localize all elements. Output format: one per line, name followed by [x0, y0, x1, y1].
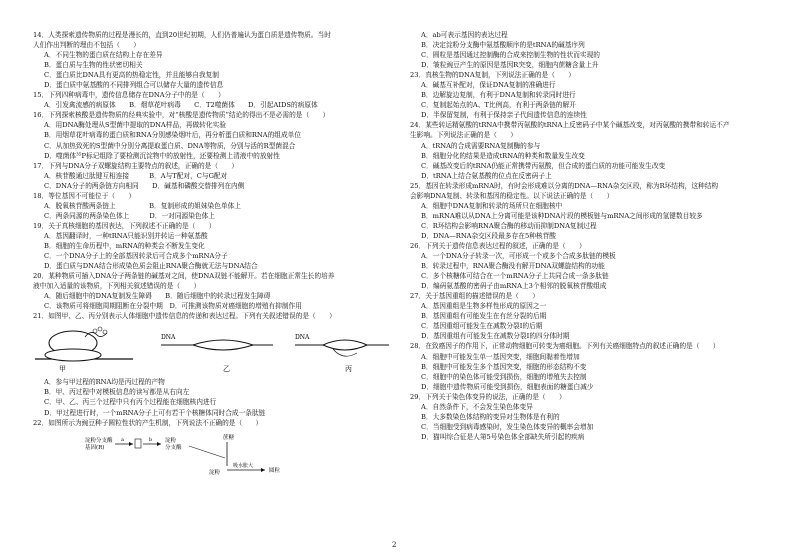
- q16-option-d: D．噬菌体³⁵P标记组除了要检测沉淀物中的放射性，还要检测上清液中的放射性: [44, 151, 280, 160]
- q28-option-c: C．细胞中的染色体可能受到损伤，细胞的增殖失去控制: [421, 372, 587, 381]
- q22-figure: [33, 430, 405, 480]
- figure-label-jia: 甲: [59, 365, 66, 374]
- q20-stem-line: 20．某种物质可插入DNA分子两条链的碱基对之间，使DNA双链不能解开。若在细胞正常生长的培养: [33, 272, 335, 281]
- left-column: [33, 30, 405, 482]
- q27-option-c: C．基因重组可能发生在减数分裂Ⅰ的后期: [421, 322, 543, 331]
- q21-option-c: C．甲、乙、丙三个过程中只有丙个过程能在细胞核内进行: [44, 398, 217, 407]
- q20-options-cd: C．该物质可将细胞周期阻断在分裂中期 D．可推测该物质对癌细胞的增殖有抑制作用: [44, 302, 302, 311]
- q14-stem-line: 14．人类探索遗传物质的过程是漫长的，直到20世纪初期，人们仍普遍认为蛋白质是遗传物质。当时: [33, 31, 331, 39]
- q17-options-ab: A．核苷酸通过肽键互相连接 B．A与T配对，C与G配对: [44, 171, 228, 180]
- q22-option-a: A．ab可表示基因的表达过程: [421, 31, 508, 39]
- right-column: [410, 30, 782, 442]
- q23-option-c: C．复制起始点的A、T比例高，有利于两条链的解开: [421, 101, 576, 110]
- q19-option-d: D．蛋白质与DNA结合形成染色质会阻止RNA聚合酶就无法与DNA结合: [44, 262, 258, 271]
- q19-stem-line: 19．关于真核细胞的基因表达，下列叙述不正确的是（ ）: [33, 221, 216, 230]
- q20-options-ab: A．随后细胞中的DNA复制发生障碍 B．随后细胞中的转录过程发生障碍: [44, 292, 271, 301]
- q22-option-b: B．决定淀粉分支酶中氨基酸顺序的是tRNA的碱基序列: [421, 41, 585, 50]
- q24-stem-line: 24．某些转运精氨酸的tRNA中携带丙氨酸的tRNA上反密码子中某个碱基改变，对丙氨酸的携带和转运不产: [410, 121, 730, 130]
- q28-option-a: A．细胞中可能发生单一基因突变，细胞间黏着性增加: [421, 352, 580, 361]
- q25-stem-line: 25．基因在转录形成mRNA时，有时会形成难以分离的DNA—RNA杂交区段，称为R环结构，这种结构: [410, 181, 719, 190]
- q24-option-a: A．tRNA的合成需要RNA复制酶的参与: [421, 141, 541, 150]
- q24-option-c: C．碱基改变后的tRNA仍能正常携带丙氨酸，但合成的蛋白质的功能可能发生改变: [421, 161, 666, 170]
- q14-stem-line: 人们作出判断的理由不包括（ ）: [33, 41, 140, 50]
- q26-option-d: D．编码氨基酸的密码子由mRNA上3个相邻的脱氧核苷酸组成: [421, 282, 607, 291]
- q21-option-d: D．甲过程进行时，一个mRNA分子上可有若干个核糖体同时合成一条肽链: [44, 408, 266, 417]
- dna-label: DNA: [161, 334, 176, 342]
- q27-option-a: A．基因重组是生物多样性形成的原因之一: [421, 302, 547, 311]
- q26-option-c: C．多个核糖体可结合在一个mRNA分子上共同合成一条多肽链: [421, 272, 609, 281]
- q27-option-b: B．基因重组有可能发生在有丝分裂的后期: [421, 312, 547, 321]
- q24-option-d: D．tRNA上结合氨基酸的位点在反密码子上: [421, 171, 552, 180]
- q29-option-d: D．猫叫综合征是人第5号染色体全部缺失所引起的疾病: [421, 432, 585, 441]
- q21-option-a: A．参与甲过程的RNA均是丙过程的产物: [44, 378, 165, 387]
- q23-option-d: D．半保留复制，有利于保持亲子代间遗传信息的连续性: [421, 111, 587, 120]
- q14-option-a: A．不同生物的蛋白质在结构上存在差异: [44, 51, 163, 60]
- q16-option-c: C．从加热致死的S型菌中分别分离提取蛋白质、DNA等物质，分别与活的R型菌混合: [44, 141, 296, 150]
- transcription-diagram: [295, 334, 389, 356]
- q24-stem-line: 生影响。下列说法正确的是（ ）: [410, 131, 517, 140]
- q26-option-a: A．一个DNA分子转录一次，可形成一个或多个合成多肽链的模板: [421, 252, 616, 261]
- q16-option-b: B．用烟草花叶病毒的蛋白质和RNA分别感染烟叶后，再分析蛋白质和RNA的组成单位: [44, 131, 302, 140]
- q20-stem-line: 液中加入适量的该物质，下列相关叙述错误的是（ ）: [33, 282, 201, 291]
- q28-option-b: B．细胞中可能发生多个基因突变，细胞的形态结构不变: [421, 362, 587, 371]
- q22-option-c: C．圆粒是基因通过控制酶的合成来控制生物的性状而实现的: [421, 51, 600, 60]
- q28-stem-line: 28．在致癌因子的作用下，正常动物细胞可转变为癌细胞。下列有关癌细胞特点的叙述正确的是（ ）: [410, 342, 720, 351]
- q25-option-a: A．细胞中DNA复制和转录的场所只在细胞核中: [421, 201, 563, 210]
- q23-option-b: B．边解旋边复制，有利于DNA复制和转录同时进行: [421, 91, 576, 100]
- round-label: 圆粒: [269, 467, 281, 474]
- q21-option-b: B．甲、丙过程中对模板信息的读写都是从右向左: [44, 388, 190, 397]
- q25-stem-line: 会影响DNA复制、转录和基因的稳定性。以下说法正确的是（ ）: [410, 191, 614, 200]
- gene-label: 基因(R): [85, 444, 105, 451]
- sucrose-label: 蔗糖: [223, 434, 235, 441]
- dna-label: DNA: [295, 334, 310, 342]
- q15-options: A．引发禽流感的病原体 B．烟草花叶病毒 C．T2噬菌体 D．引起AIDS的病原体: [44, 101, 318, 110]
- q19-option-c: C．一个DNA分子上的全部基因转录后可合成多个mRNA分子: [44, 252, 228, 261]
- q27-option-d: D．基因重组有可能发生在减数分裂Ⅰ的四分体时期: [421, 332, 570, 341]
- step-b-label: b: [149, 436, 153, 443]
- q17-options-cd: C．DNA分子的两条链方向相同 D．碱基和磷酸交替排列在内侧: [44, 181, 245, 190]
- figure-label-yi: 乙: [223, 365, 230, 374]
- q24-option-b: B．细胞分化的结果是造成tRNA的种类和数量发生改变: [421, 151, 585, 160]
- q29-option-c: C．当细胞受到病毒感染时，发生染色体变异的概率会增加: [421, 422, 594, 431]
- q14-option-b: B．蛋白质与生物的性状密切相关: [44, 61, 143, 70]
- ribosome-diagram: [35, 327, 133, 361]
- q27-stem-line: 27．关于基因重组的描述错误的是（ ）: [410, 292, 539, 301]
- figure-label-bing: 丙: [345, 365, 352, 374]
- q19-option-a: A．基因翻译时，一种tRNA只能识别并转运一种氨基酸: [44, 231, 208, 240]
- q17-stem-line: 17．下列与DNA分子双螺旋结构主要特点的叙述，正确的是（ ）: [33, 161, 239, 170]
- enzyme-label: 淀粉: [165, 437, 177, 444]
- gene-label: 淀粉分支酶: [85, 437, 113, 444]
- q22-option-d: D．皱粒豌豆产生的原因是基因R突变，细胞内蔗糖含量上升: [421, 61, 599, 70]
- q29-stem-line: 29．下列关于染色体变异的说法，正确的是（ ）: [410, 392, 566, 401]
- water-label: 吸水胀大: [233, 462, 254, 469]
- enzyme-label: 分支酶: [165, 444, 182, 451]
- replication-diagram: [161, 334, 273, 350]
- q29-option-b: B．大多数染色体结构的变异对生物体是有利的: [421, 412, 560, 421]
- q25-option-c: C．R环结构会影响RNA聚合酶的移动而抑制DNA复制过程: [421, 221, 597, 230]
- q23-stem-line: 23．真核生物的DNA复制，下列说法正确的是（ ）: [410, 71, 575, 80]
- q28-option-d: D．细胞中遗传物质可能受到损伤，细胞表面的糖蛋白减少: [421, 382, 594, 391]
- q16-stem-line: 16．下列探索核酸是遗传物质的经典实验中，对“核酸是遗传物质”结论的得出不是必需的是（ ）: [33, 111, 330, 120]
- q23-option-a: A．碱基互补配对，保证DNA复制的准确进行: [421, 81, 556, 90]
- q18-options-ab: A．脱氧核苷酸两条链上 B．复制形成的姐妹染色单体上: [44, 201, 241, 210]
- page-number: 2: [392, 541, 397, 549]
- starch-label: 淀粉: [209, 469, 221, 476]
- q18-options-cd: C．两条同源的两条染色体上 D．一对同源染色体上: [44, 211, 215, 220]
- q14-option-c: C．蛋白质比DNA具有更高的热稳定性，并且能够自我复制: [44, 71, 219, 80]
- q26-option-b: B．转录过程中，RNA聚合酶没有解开DNA双螺旋结构的功能: [421, 262, 605, 271]
- q29-option-a: A．自然条件下，不会发生染色体变异: [421, 402, 533, 411]
- q21-stem-line: 21．如图甲、乙、丙分别表示人体细胞中遗传信息的传递和表达过程。下列有关叙述错误的是（ ）: [33, 312, 336, 321]
- q22-stem-line: 22．如图所示为豌豆种子圆粒性状的产生机制，下列说法不正确的是（ ）: [33, 418, 263, 427]
- step-a-label: a: [121, 436, 124, 443]
- q15-stem-line: 15．下列四种病毒中，遗传信息储存在DNA分子中的是（ ）: [33, 91, 225, 100]
- q25-option-b: B．mRNA难以从DNA上分离可能是该种DNA片段的模板链与mRNA之间形成的氢键数目较多: [421, 211, 703, 220]
- q18-stem-line: 18．等位基因不可能位于（ ）: [33, 191, 136, 200]
- q16-option-a: A．用DNA酶处理从S型菌中提取的DNA样品，再做转化实验: [44, 121, 226, 130]
- q19-option-b: B．细胞的生命历程中，mRNA的种类会不断发生变化: [44, 241, 205, 250]
- q21-figure: [33, 323, 405, 375]
- q14-option-d: D．蛋白质中氨基酸的不同排列组合可以储存大量的遗传信息: [44, 81, 224, 90]
- q26-stem-line: 26．下列关于遗传信息表达过程的叙述，正确的是（ ）: [410, 241, 586, 250]
- q25-option-d: D．DNA—RNA杂交区段最多存在5种核苷酸: [421, 231, 556, 240]
